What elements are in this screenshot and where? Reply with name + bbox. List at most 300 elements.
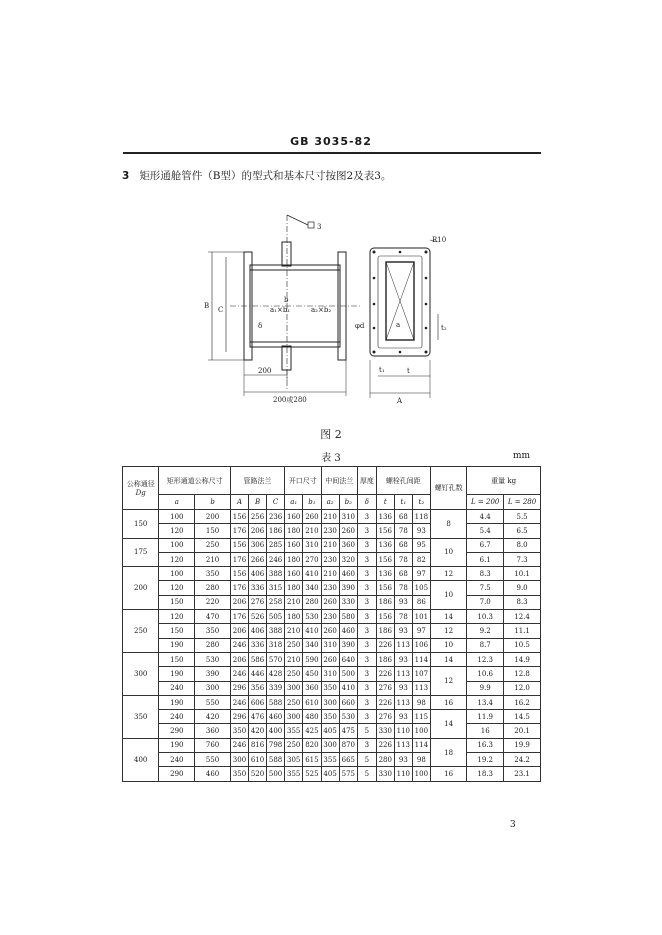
label-a1b1: a₁×b₁ xyxy=(270,306,291,314)
table-cell: 260 xyxy=(339,524,357,538)
table-cell: 3 xyxy=(357,667,376,681)
intro-paragraph xyxy=(122,168,391,183)
table-cell: 410 xyxy=(339,681,357,695)
table-cell: 200 xyxy=(195,510,231,524)
table-cell: 180 xyxy=(285,610,303,624)
table-cell: 340 xyxy=(303,581,321,595)
table-cell: 3 xyxy=(357,510,376,524)
table-cell: 406 xyxy=(249,624,267,638)
table-cell: 410 xyxy=(303,624,321,638)
table-cell: 246 xyxy=(230,638,248,652)
table-cell: 176 xyxy=(230,524,248,538)
table-cell: 136 xyxy=(376,538,394,552)
table-cell: 296 xyxy=(230,710,248,724)
table-cell: 570 xyxy=(267,652,285,666)
table-cell: 93 xyxy=(394,681,412,695)
bolt-count-cell: 14 xyxy=(430,610,466,624)
bolt-count-cell: 12 xyxy=(430,667,466,696)
label-big-a: A xyxy=(397,397,403,405)
table-cell: 760 xyxy=(195,738,231,752)
table-cell: 350 xyxy=(230,724,248,738)
table-cell: 3 xyxy=(357,524,376,538)
table-unit: mm xyxy=(513,451,531,461)
label-t2: t₂ xyxy=(441,324,447,332)
col-ab: 矩形通道公称尺寸 xyxy=(159,467,231,495)
subheader-cell: a₂ xyxy=(321,495,339,510)
table-cell: 10.6 xyxy=(467,667,504,681)
table-cell: 350 xyxy=(195,624,231,638)
table-cell: 310 xyxy=(339,510,357,524)
table-cell: 355 xyxy=(285,767,303,781)
table-cell: 575 xyxy=(339,767,357,781)
table-cell: 186 xyxy=(376,652,394,666)
subheader-cell: b xyxy=(195,495,231,510)
label-big-c: C xyxy=(218,306,224,314)
table-cell: 190 xyxy=(159,695,195,709)
table-cell: 526 xyxy=(249,610,267,624)
table-cell: 93 xyxy=(394,595,412,609)
table-cell: 360 xyxy=(339,538,357,552)
table-cell: 150 xyxy=(195,524,231,538)
table-cell: 420 xyxy=(249,724,267,738)
table-cell: 500 xyxy=(267,767,285,781)
subheader-cell: L = 200 xyxy=(467,495,504,510)
table-cell: 9.0 xyxy=(504,581,541,595)
table-cell: 156 xyxy=(376,552,394,566)
table-cell: 3 xyxy=(357,552,376,566)
table-cell: 176 xyxy=(230,552,248,566)
table-cell: 296 xyxy=(230,681,248,695)
table-cell: 113 xyxy=(412,681,430,695)
table-cell: 356 xyxy=(249,681,267,695)
table-cell: 406 xyxy=(249,567,267,581)
table-cell: 180 xyxy=(285,524,303,538)
table-cell: 136 xyxy=(376,510,394,524)
table-row xyxy=(123,595,541,609)
table-cell: 520 xyxy=(249,767,267,781)
table-cell: 8.3 xyxy=(504,595,541,609)
table-row xyxy=(123,638,541,652)
table-cell: 280 xyxy=(303,595,321,609)
table-cell: 176 xyxy=(230,610,248,624)
bolt-count-cell: 18 xyxy=(430,738,466,767)
table-cell: 78 xyxy=(394,581,412,595)
label-num3: 3 xyxy=(317,223,322,231)
table-cell: 475 xyxy=(339,724,357,738)
table-cell: 246 xyxy=(230,695,248,709)
table-cell: 428 xyxy=(267,667,285,681)
table-cell: 78 xyxy=(394,552,412,566)
table-cell: 588 xyxy=(267,695,285,709)
table-cell: 306 xyxy=(249,538,267,552)
table-cell: 14.9 xyxy=(504,652,541,666)
col-mid-flange: 中间法兰 xyxy=(321,467,357,495)
table-cell: 350 xyxy=(321,681,339,695)
label-len200: 200 xyxy=(258,367,272,375)
table-cell: 107 xyxy=(412,667,430,681)
table-cell: 190 xyxy=(159,738,195,752)
table-cell: 68 xyxy=(394,510,412,524)
table-cell: 98 xyxy=(412,695,430,709)
standard-code-header: GB 3035-82 xyxy=(290,135,372,148)
label-big-b: B xyxy=(204,302,210,310)
table-cell: 318 xyxy=(267,638,285,652)
table-cell: 210 xyxy=(321,538,339,552)
table-row xyxy=(123,724,541,738)
col-opening: 开口尺寸 xyxy=(285,467,321,495)
bolt-count-cell: 16 xyxy=(430,767,466,781)
table-cell: 97 xyxy=(412,624,430,638)
table-cell: 18.3 xyxy=(467,767,504,781)
table-cell: 160 xyxy=(285,567,303,581)
table-cell: 5.5 xyxy=(504,510,541,524)
table-cell: 8.3 xyxy=(467,567,504,581)
col-weight: 重量 kg xyxy=(467,467,541,495)
table-cell: 206 xyxy=(230,624,248,638)
table-cell: 186 xyxy=(376,624,394,638)
table-row xyxy=(123,652,541,666)
table-cell: 150 xyxy=(159,652,195,666)
table-cell: 20.1 xyxy=(504,724,541,738)
table-cell: 113 xyxy=(394,667,412,681)
table-cell: 588 xyxy=(267,753,285,767)
table-cell: 3 xyxy=(357,681,376,695)
table-cell: 246 xyxy=(267,552,285,566)
table-cell: 470 xyxy=(195,610,231,624)
table-cell: 460 xyxy=(339,624,357,638)
table-cell: 106 xyxy=(412,638,430,652)
table-cell: 206 xyxy=(230,652,248,666)
col-thickness: 厚度 xyxy=(357,467,376,495)
table-cell: 210 xyxy=(285,595,303,609)
table-cell: 98 xyxy=(412,753,430,767)
table-cell: 10.1 xyxy=(504,567,541,581)
table-cell: 19.2 xyxy=(467,753,504,767)
table-cell: 210 xyxy=(285,652,303,666)
table-cell: 100 xyxy=(412,724,430,738)
table-cell: 336 xyxy=(249,581,267,595)
table-cell: 640 xyxy=(339,652,357,666)
table-cell: 210 xyxy=(321,510,339,524)
table-cell: 240 xyxy=(159,753,195,767)
table-cell: 10.5 xyxy=(504,638,541,652)
table-cell: 530 xyxy=(303,610,321,624)
table-cell: 820 xyxy=(303,738,321,752)
table-cell: 7.0 xyxy=(467,595,504,609)
table-cell: 100 xyxy=(159,538,195,552)
table-cell: 3 xyxy=(357,624,376,638)
table-cell: 530 xyxy=(339,710,357,724)
table-cell: 350 xyxy=(230,767,248,781)
table-cell: 110 xyxy=(394,767,412,781)
table-cell: 330 xyxy=(376,767,394,781)
table-cell: 550 xyxy=(195,695,231,709)
bolt-count-cell: 12 xyxy=(430,567,466,581)
subheader-cell: A xyxy=(230,495,248,510)
table-cell: 350 xyxy=(321,710,339,724)
table-cell: 19.9 xyxy=(504,738,541,752)
table-cell: 9.2 xyxy=(467,624,504,638)
table-cell: 160 xyxy=(285,510,303,524)
table-cell: 285 xyxy=(267,538,285,552)
table-cell: 206 xyxy=(230,595,248,609)
table-cell: 266 xyxy=(249,552,267,566)
table-cell: 390 xyxy=(339,638,357,652)
table-cell: 8.7 xyxy=(467,638,504,652)
dg-cell: 400 xyxy=(123,738,159,781)
table-cell: 93 xyxy=(394,652,412,666)
table-cell: 156 xyxy=(376,610,394,624)
table-cell: 3 xyxy=(357,595,376,609)
bolt-count-cell: 16 xyxy=(430,695,466,709)
table-cell: 210 xyxy=(321,567,339,581)
table-cell: 230 xyxy=(321,552,339,566)
table-cell: 816 xyxy=(249,738,267,752)
figure-caption: 图 2 xyxy=(320,428,342,441)
table-cell: 156 xyxy=(230,538,248,552)
table-cell: 120 xyxy=(159,524,195,538)
bolt-count-cell: 14 xyxy=(430,652,466,666)
table-cell: 68 xyxy=(394,538,412,552)
table-cell: 250 xyxy=(285,638,303,652)
col-bolt: 螺栓孔间距 xyxy=(376,467,430,495)
table-cell: 240 xyxy=(159,681,195,695)
table-cell: 6.5 xyxy=(504,524,541,538)
table-cell: 870 xyxy=(339,738,357,752)
table-cell: 330 xyxy=(376,724,394,738)
table-cell: 226 xyxy=(376,667,394,681)
table-cell: 12.8 xyxy=(504,667,541,681)
table-cell: 150 xyxy=(159,624,195,638)
table-cell: 113 xyxy=(394,695,412,709)
table-cell: 82 xyxy=(412,552,430,566)
table-row xyxy=(123,552,541,566)
label-delta: δ xyxy=(258,322,263,330)
subheader-cell: t₂ xyxy=(412,495,430,510)
table-cell: 113 xyxy=(394,638,412,652)
table-cell: 300 xyxy=(230,753,248,767)
table-cell: 114 xyxy=(412,652,430,666)
table-row xyxy=(123,667,541,681)
table-cell: 405 xyxy=(321,724,339,738)
table-cell: 5.4 xyxy=(467,524,504,538)
table-cell: 330 xyxy=(339,595,357,609)
table-cell: 95 xyxy=(412,538,430,552)
table-cell: 300 xyxy=(321,695,339,709)
table-cell: 580 xyxy=(339,610,357,624)
table-cell: 260 xyxy=(303,510,321,524)
table-cell: 3 xyxy=(357,710,376,724)
label-phi: φd xyxy=(355,322,365,330)
dg-cell: 350 xyxy=(123,695,159,738)
table-cell: 78 xyxy=(394,610,412,624)
subheader-cell: L = 280 xyxy=(504,495,541,510)
dg-cell: 200 xyxy=(123,567,159,610)
header-rule xyxy=(123,152,541,154)
table-cell: 5 xyxy=(357,724,376,738)
table-cell: 798 xyxy=(267,738,285,752)
table-cell: 5 xyxy=(357,753,376,767)
table-cell: 156 xyxy=(376,524,394,538)
table-cell: 258 xyxy=(267,595,285,609)
table-cell: 355 xyxy=(321,753,339,767)
table-cell: 390 xyxy=(339,581,357,595)
table-cell: 420 xyxy=(195,710,231,724)
table-cell: 9.9 xyxy=(467,681,504,695)
table-cell: 156 xyxy=(230,510,248,524)
table-row xyxy=(123,610,541,624)
bolt-count-cell: 10 xyxy=(430,538,466,567)
table-cell: 16.3 xyxy=(467,738,504,752)
table-cell: 310 xyxy=(303,538,321,552)
subheader-cell: a xyxy=(159,495,195,510)
table-cell: 410 xyxy=(303,567,321,581)
table-cell: 3 xyxy=(357,610,376,624)
table-row xyxy=(123,681,541,695)
table-row xyxy=(123,624,541,638)
dg-cell: 175 xyxy=(123,538,159,567)
subheader-cell: B xyxy=(249,495,267,510)
label-a2b2: a₂×b₂ xyxy=(311,306,332,314)
table-cell: 105 xyxy=(412,581,430,595)
intro-text: 矩形通舱管件（B型）的型式和基本尺寸按图2及表3。 xyxy=(139,170,392,182)
end-view-holes xyxy=(373,251,428,354)
table-cell: 186 xyxy=(376,595,394,609)
table-cell: 12.4 xyxy=(504,610,541,624)
table-cell: 3 xyxy=(357,581,376,595)
table-cell: 12.0 xyxy=(504,681,541,695)
table-cell: 100 xyxy=(159,567,195,581)
table-cell: 113 xyxy=(394,738,412,752)
table-cell: 78 xyxy=(394,524,412,538)
table-cell: 476 xyxy=(249,710,267,724)
subheader-cell: b₂ xyxy=(339,495,357,510)
table-cell: 230 xyxy=(321,524,339,538)
table-cell: 250 xyxy=(285,695,303,709)
table-cell: 115 xyxy=(412,710,430,724)
bolt-count-cell: 14 xyxy=(430,710,466,739)
table-cell: 390 xyxy=(195,667,231,681)
table-cell: 388 xyxy=(267,567,285,581)
table-row xyxy=(123,767,541,781)
dg-cell: 300 xyxy=(123,652,159,695)
dimension-table xyxy=(122,466,541,782)
table-cell: 260 xyxy=(321,652,339,666)
col-bolt-count: 螺钉孔数 xyxy=(430,467,466,510)
subheader-cell: C xyxy=(267,495,285,510)
page-number: 3 xyxy=(510,820,516,830)
label-t1: t₁ xyxy=(379,366,385,374)
table-cell: 336 xyxy=(249,638,267,652)
table-cell: 250 xyxy=(285,738,303,752)
table-cell: 3 xyxy=(357,538,376,552)
table-cell: 7.5 xyxy=(467,581,504,595)
table-cell: 86 xyxy=(412,595,430,609)
dg-cell: 250 xyxy=(123,610,159,653)
table-cell: 100 xyxy=(412,767,430,781)
label-r10: R10 xyxy=(432,236,447,244)
table-cell: 250 xyxy=(195,538,231,552)
subheader-cell: δ xyxy=(357,495,376,510)
bolt-count-cell: 10 xyxy=(430,581,466,610)
table-cell: 4.4 xyxy=(467,510,504,524)
table-cell: 93 xyxy=(394,624,412,638)
table-cell: 530 xyxy=(195,652,231,666)
table-cell: 615 xyxy=(303,753,321,767)
col-pipe-flange: 管路法兰 xyxy=(230,467,284,495)
table-cell: 400 xyxy=(267,724,285,738)
table-cell: 280 xyxy=(376,753,394,767)
table-cell: 460 xyxy=(267,710,285,724)
table-cell: 260 xyxy=(321,595,339,609)
table-cell: 160 xyxy=(285,538,303,552)
table-cell: 3 xyxy=(357,652,376,666)
table-cell: 236 xyxy=(267,510,285,524)
table-cell: 8.0 xyxy=(504,538,541,552)
table-cell: 525 xyxy=(303,767,321,781)
table-cell: 300 xyxy=(195,681,231,695)
table-cell: 3 xyxy=(357,695,376,709)
bolt-count-cell: 10 xyxy=(430,638,466,652)
table-cell: 425 xyxy=(303,724,321,738)
table-cell: 480 xyxy=(303,710,321,724)
subheader-cell: t xyxy=(376,495,394,510)
table-cell: 5 xyxy=(357,767,376,781)
table-row xyxy=(123,738,541,752)
table-cell: 150 xyxy=(159,595,195,609)
table-cell: 136 xyxy=(376,567,394,581)
bolt-count-cell: 8 xyxy=(430,510,466,539)
table-row xyxy=(123,581,541,595)
table-cell: 226 xyxy=(376,738,394,752)
table-cell: 290 xyxy=(159,724,195,738)
table-cell: 280 xyxy=(195,581,231,595)
table-cell: 210 xyxy=(195,552,231,566)
table-cell: 210 xyxy=(303,524,321,538)
table-cell: 360 xyxy=(303,681,321,695)
label-small-a: a xyxy=(396,321,401,329)
table-cell: 156 xyxy=(230,567,248,581)
table-cell: 276 xyxy=(376,681,394,695)
table-cell: 14.5 xyxy=(504,710,541,724)
table-cell: 23.1 xyxy=(504,767,541,781)
table-row xyxy=(123,510,541,524)
table-cell: 7.3 xyxy=(504,552,541,566)
table-cell: 93 xyxy=(394,710,412,724)
table-cell: 180 xyxy=(285,581,303,595)
table-cell: 120 xyxy=(159,581,195,595)
table-cell: 16.2 xyxy=(504,695,541,709)
table-cell: 101 xyxy=(412,610,430,624)
table-cell: 610 xyxy=(249,753,267,767)
table-row xyxy=(123,753,541,767)
table-cell: 500 xyxy=(339,667,357,681)
dg-cell: 150 xyxy=(123,510,159,539)
table-cell: 6.1 xyxy=(467,552,504,566)
figure-2-drawing xyxy=(160,200,490,410)
table-cell: 270 xyxy=(303,552,321,566)
table-cell: 118 xyxy=(412,510,430,524)
table-row xyxy=(123,567,541,581)
table-cell: 190 xyxy=(159,638,195,652)
table-cell: 3 xyxy=(357,738,376,752)
table-cell: 190 xyxy=(159,667,195,681)
subheader-cell: a₁ xyxy=(285,495,303,510)
label-t: t xyxy=(407,367,410,375)
table-cell: 388 xyxy=(267,624,285,638)
table-cell: 156 xyxy=(376,581,394,595)
table-cell: 360 xyxy=(195,724,231,738)
